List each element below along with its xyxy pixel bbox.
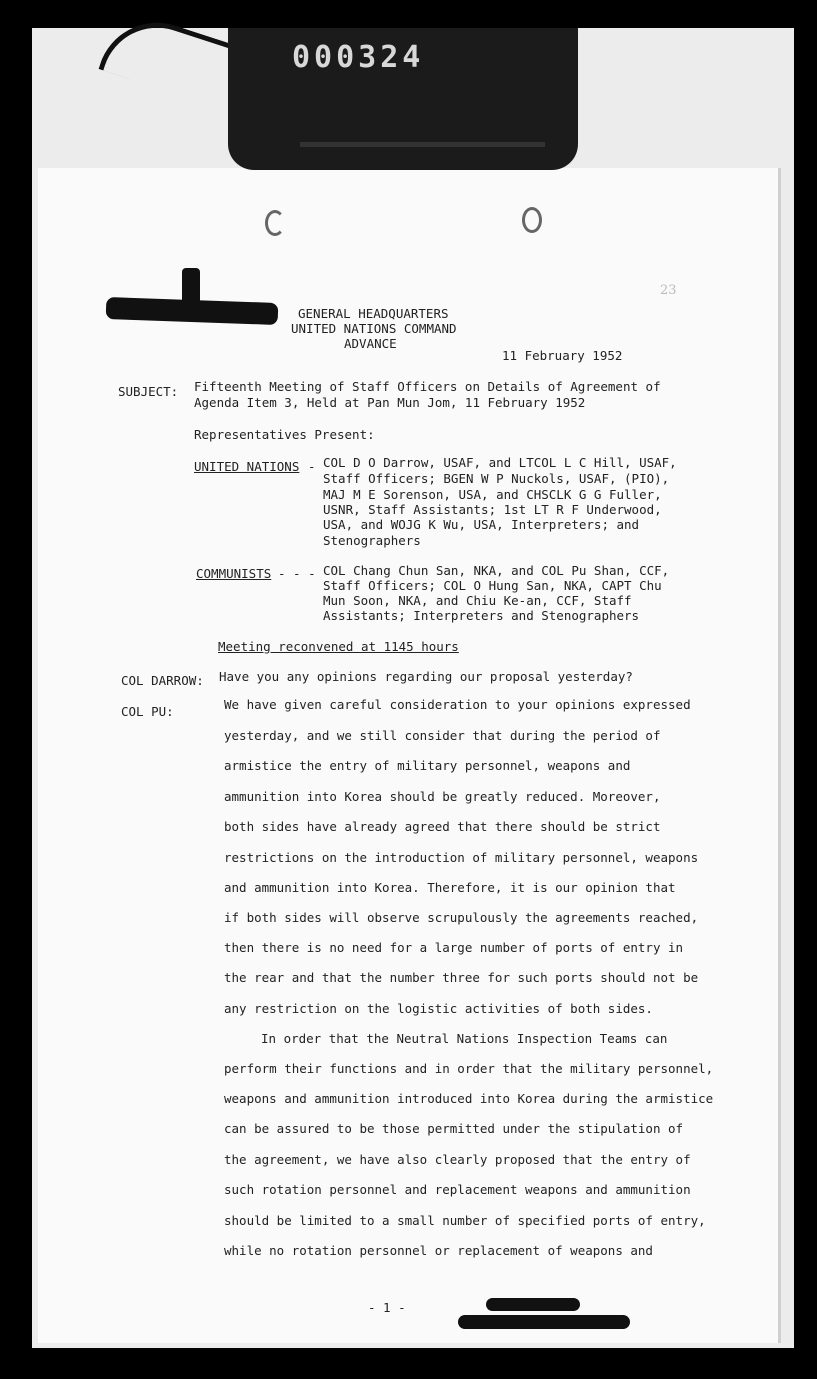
page-number: - 1 - — [368, 1300, 406, 1315]
pu-paragraph-1-line: ammunition into Korea should be greatly reduced. Moreover, — [224, 789, 661, 804]
pu-paragraph-2-line: such rotation personnel and replacement weapons and ammunition — [224, 1182, 691, 1197]
header-line-2: UNITED NATIONS COMMAND — [291, 321, 457, 336]
subject-line-1: Fifteenth Meeting of Staff Officers on Details of Agreement of — [194, 379, 661, 394]
pu-paragraph-2-line: while no rotation personnel or replacement of weapons and — [224, 1243, 653, 1258]
header-line-1: GENERAL HEADQUARTERS — [298, 306, 449, 321]
clip-bar — [300, 142, 545, 147]
un-line: USA, and WOJG K Wu, USA, Interpreters; and — [323, 517, 640, 532]
un-line: Stenographers — [323, 533, 421, 548]
communists-line: COL Chang Chun San, NKA, and COL Pu Shan, CCF, — [323, 563, 670, 578]
pu-paragraph-2-line: can be assured to be those permitted under the stipulation of — [224, 1121, 684, 1136]
pu-paragraph-1-line: armistice the entry of military personnel, weapons and — [224, 758, 631, 773]
un-line: COL D O Darrow, USAF, and LTCOL L C Hill, USAF, — [323, 455, 677, 470]
pu-paragraph-1-line: both sides have already agreed that there should be strict — [224, 819, 661, 834]
document-date: 11 February 1952 — [502, 348, 623, 363]
darrow-statement: Have you any opinions regarding our proposal yesterday? — [219, 669, 633, 684]
footer-redaction-bottom — [458, 1315, 630, 1329]
speaker-pu: COL PU: — [121, 704, 174, 719]
pu-paragraph-1-line: the rear and that the number three for such ports should not be — [224, 970, 699, 985]
classification-redaction-mark — [182, 268, 200, 308]
pu-paragraph-1-line: yesterday, and we still consider that during the period of — [224, 728, 661, 743]
pu-paragraph-2-line: the agreement, we have also clearly proposed that the entry of — [224, 1152, 691, 1167]
speaker-darrow: COL DARROW: — [121, 673, 204, 688]
footer-redaction-top — [486, 1298, 580, 1311]
page-mark: 23 — [660, 283, 677, 298]
frame-counter: 000324 — [292, 40, 425, 75]
pu-paragraph-2-line: should be limited to a small number of specified ports of entry, — [224, 1213, 706, 1228]
pu-paragraph-2-line: perform their functions and in order that the military personnel, — [224, 1061, 714, 1076]
pu-paragraph-1-line: then there is no need for a large number of ports of entry in — [224, 940, 684, 955]
subject-line-2: Agenda Item 3, Held at Pan Mun Jom, 11 February 1952 — [194, 395, 586, 410]
pu-paragraph-1-line: We have given careful consideration to your opinions expressed — [224, 697, 691, 712]
pu-paragraph-2-line: In order that the Neutral Nations Inspection Teams can — [261, 1031, 668, 1046]
un-dash: - — [308, 459, 316, 474]
pu-paragraph-1-line: restrictions on the introduction of military personnel, weapons — [224, 850, 699, 865]
pu-paragraph-1-line: and ammunition into Korea. Therefore, it is our opinion that — [224, 880, 676, 895]
communists-line: Staff Officers; COL O Hung San, NKA, CAPT Chu — [323, 578, 662, 593]
punch-hole-left — [265, 210, 285, 236]
pu-paragraph-2-line: weapons and ammunition introduced into Korea during the armistice — [224, 1091, 714, 1106]
communists-line: Mun Soon, NKA, and Chiu Ke-an, CCF, Staff — [323, 593, 632, 608]
subject-label: SUBJECT: — [118, 384, 179, 399]
pu-paragraph-1-line: if both sides will observe scrupulously the agreements reached, — [224, 910, 699, 925]
communists-dash: - - - — [278, 566, 316, 581]
un-label: UNITED NATIONS — [194, 459, 300, 474]
meeting-reconvened: Meeting reconvened at 1145 hours — [218, 639, 459, 654]
un-line: MAJ M E Sorenson, USA, and CHSCLK G G Fuller, — [323, 487, 662, 502]
communists-line: Assistants; Interpreters and Stenographers — [323, 608, 640, 623]
un-line: USNR, Staff Assistants; 1st LT R F Underwood, — [323, 502, 662, 517]
representatives-heading: Representatives Present: — [194, 427, 375, 442]
pu-paragraph-1-line: any restriction on the logistic activities of both sides. — [224, 1001, 653, 1016]
un-line: Staff Officers; BGEN W P Nuckols, USAF, (PIO), — [323, 471, 670, 486]
punch-hole-right — [522, 207, 542, 233]
communists-label: COMMUNISTS — [196, 566, 272, 581]
header-line-3: ADVANCE — [344, 336, 397, 351]
